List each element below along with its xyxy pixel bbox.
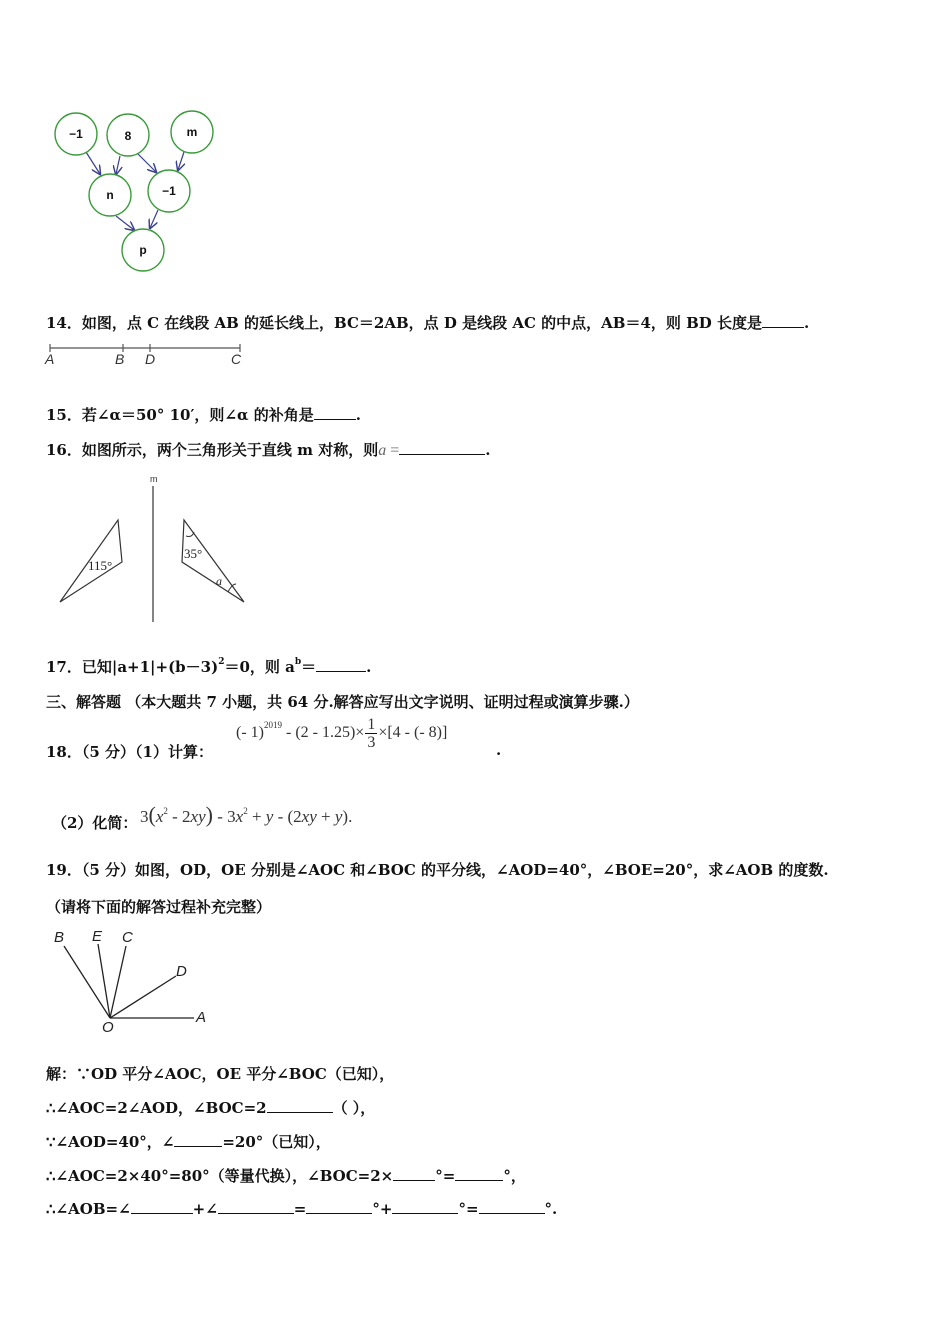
solution-text: +∠	[192, 1200, 218, 1218]
solution-text: ∴∠AOB=∠	[46, 1200, 131, 1218]
tree-node-label: 8	[124, 129, 132, 143]
exponent: 2	[218, 657, 225, 667]
part-2-label: （2）化简：	[52, 814, 138, 832]
angle-label-a: a	[216, 574, 222, 588]
answer-blank[interactable]	[267, 1098, 333, 1113]
period: .	[804, 314, 810, 332]
question-text: 如图，点 C 在线段 AB 的延长线上，BC＝2AB，点 D 是线段 AC 的中点，AB＝4，则 BD 长度是	[81, 314, 763, 332]
var: x	[155, 807, 164, 826]
solution-line-5	[46, 1199, 557, 1218]
arrow-edge	[86, 152, 100, 174]
angle-label-35: 35°	[184, 546, 203, 561]
expr-part: )	[342, 807, 349, 826]
expr-part: - (2 - 1.25)×	[281, 724, 365, 742]
expr-part: +	[247, 807, 266, 826]
question-number: 15．	[46, 406, 82, 424]
ray-label: E	[92, 928, 103, 945]
question-16	[46, 439, 490, 460]
tree-node-label: m	[186, 125, 198, 139]
tree-node-label: −1	[69, 127, 83, 141]
question-17	[46, 656, 371, 677]
solution-line-1: 解：∵OD 平分∠AOC，OE 平分∠BOC（已知），	[46, 1065, 395, 1083]
expr-part: ×[4 - (- 8)]	[378, 724, 448, 742]
tree-node-label: −1	[162, 184, 176, 198]
question-15	[46, 404, 361, 425]
point-label: A	[45, 351, 55, 367]
question-19	[46, 859, 829, 880]
period: .	[485, 441, 491, 459]
answer-blank[interactable]	[455, 1166, 503, 1181]
paren: (	[148, 802, 156, 827]
answer-blank[interactable]	[131, 1199, 193, 1214]
fraction-one-third	[365, 716, 377, 751]
point-label: B	[115, 351, 125, 367]
tree-node-label: p	[139, 243, 147, 257]
var: y	[334, 807, 343, 826]
arrow-edge	[116, 156, 120, 174]
var: x	[235, 807, 244, 826]
exponent: 2019	[263, 720, 282, 731]
paren: )	[205, 802, 213, 827]
arrow-edge	[178, 152, 184, 170]
section-heading	[46, 691, 639, 712]
question-number: 16．	[46, 441, 82, 459]
answer-blank[interactable]	[392, 1199, 458, 1214]
solution-line-3	[46, 1131, 331, 1152]
q18-simplify-expression	[140, 802, 352, 828]
solution-text: （ ），	[332, 1099, 376, 1117]
solution-text: °+	[372, 1200, 393, 1218]
angle-bisector-figure	[48, 924, 218, 1036]
var: y	[265, 807, 274, 826]
exponent: 2	[243, 806, 248, 816]
question-number: 14．	[46, 314, 82, 332]
tree-node-label: n	[106, 188, 114, 202]
answer-blank[interactable]	[218, 1199, 294, 1214]
ray-label: B	[54, 929, 65, 946]
expr-part: (- 1)	[236, 724, 264, 742]
expr-part: +	[316, 807, 335, 826]
arrow-edge	[116, 216, 134, 230]
solution-text: °，	[503, 1167, 526, 1185]
point-label: C	[231, 351, 242, 367]
answer-blank[interactable]	[399, 440, 485, 455]
solution-text: ∴∠AOC=2×40°=80°（等量代换），∠BOC=2×	[46, 1167, 394, 1185]
period: .	[355, 406, 361, 424]
ray-label: D	[176, 963, 187, 980]
period: .	[366, 658, 372, 676]
variable-a: a	[378, 442, 387, 459]
question-number: 19．（5 分）	[46, 861, 136, 879]
segment-figure	[42, 340, 252, 370]
solution-text: ∴∠AOC=2∠AOD，∠BOC=2	[46, 1099, 267, 1117]
ray-label: A	[196, 1009, 207, 1026]
equals: =	[386, 442, 400, 459]
question-14	[46, 312, 809, 333]
question-sub-instruction: （请将下面的解答过程补充完整）	[46, 898, 272, 916]
solution-text: °=	[435, 1167, 456, 1185]
period: .	[496, 741, 502, 759]
question-number: 18．（5 分）（1）计算：	[46, 743, 213, 761]
question-text: 已知|a+1|+(b－3)	[81, 658, 219, 676]
expr-part: 3	[140, 807, 149, 826]
number-tree-diagram	[40, 100, 240, 280]
answer-blank[interactable]	[316, 657, 366, 672]
answer-blank[interactable]	[174, 1132, 222, 1147]
answer-blank[interactable]	[762, 313, 804, 328]
solution-line-2	[46, 1097, 375, 1118]
question-text: ＝0，则 a	[224, 658, 295, 676]
answer-blank[interactable]	[479, 1199, 545, 1214]
question-text: ＝	[301, 658, 317, 676]
exponent: 2	[163, 806, 168, 816]
solution-line-4	[46, 1165, 526, 1186]
solution-text: °.	[544, 1200, 558, 1218]
expr-part: - 2	[167, 807, 191, 826]
var: xy	[190, 807, 206, 826]
exponent: b	[294, 657, 302, 667]
question-text: 如图，OD，OE 分别是∠AOC 和∠BOC 的平分线，∠AOD=40°，∠BOE=20°，求∠AOB 的度数.	[135, 861, 829, 879]
solution-text: =20°（已知），	[222, 1133, 331, 1151]
point-label: D	[145, 351, 156, 367]
section-title: 三、解答题	[46, 693, 122, 711]
symmetric-triangles-figure	[50, 470, 260, 630]
expr-part: - (2	[273, 807, 302, 826]
expr-part: - 3	[212, 807, 236, 826]
question-text: 如图所示，两个三角形关于直线 m 对称，则	[81, 441, 379, 459]
question-number: 17．	[46, 658, 82, 676]
fraction-numerator: 1	[367, 716, 376, 733]
fraction-denominator: 3	[367, 734, 376, 751]
answer-blank[interactable]	[314, 405, 356, 420]
question-18-label	[46, 741, 213, 762]
vertex-label: O	[102, 1019, 114, 1036]
q18-expression	[236, 716, 447, 751]
solution-text: ∵∠AOD=40°，∠	[46, 1133, 175, 1151]
period: .	[348, 807, 353, 826]
arrow-edge	[150, 210, 158, 228]
question-text: 若∠α＝50° 10′，则∠α 的补角是	[81, 406, 314, 424]
section-note: （本大题共 7 小题，共 64 分.解答应写出文字说明、证明过程或演算步骤.）	[126, 693, 639, 711]
ray-label: C	[122, 929, 133, 946]
angle-label-115: 115°	[88, 558, 113, 573]
arrow-edge	[138, 154, 156, 172]
answer-blank[interactable]	[306, 1199, 372, 1214]
line-m-label: m	[150, 474, 158, 484]
solution-text: °=	[458, 1200, 479, 1218]
answer-blank[interactable]	[393, 1166, 435, 1181]
solution-text: =	[293, 1200, 307, 1218]
var: xy	[301, 807, 317, 826]
